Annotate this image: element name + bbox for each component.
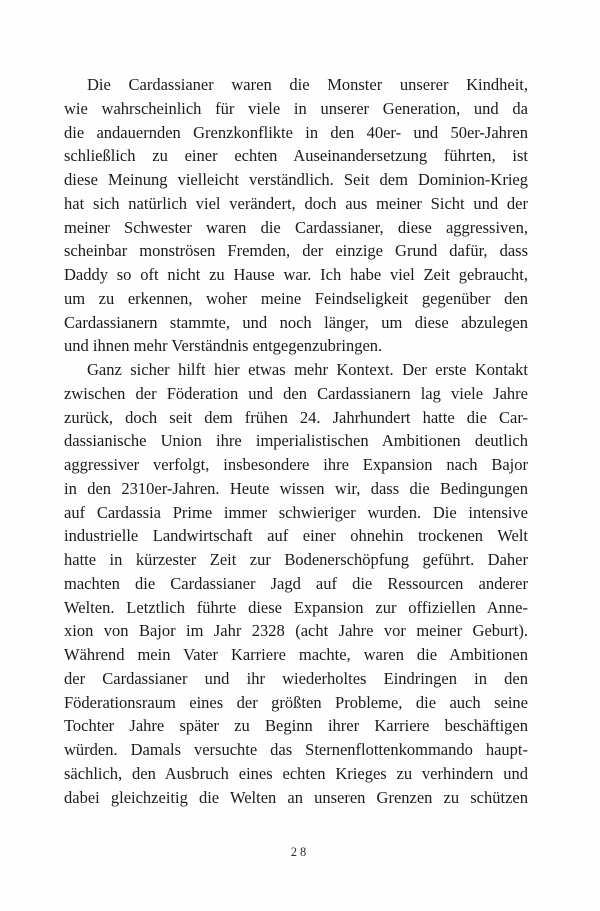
text-line: auf Cardassia Prime immer schwieriger wurden. Die intensive: [64, 502, 528, 522]
body-text: [64, 73, 528, 809]
text-line: um zu erkennen, woher meine Feindseligkeit gegenüber den: [64, 288, 528, 308]
text-line: diese Meinung vielleicht verständlich. Seit dem Dominion-Krieg: [64, 170, 528, 189]
text-line: Welten. Letztlich führte diese Expansion zur offiziellen Anne-: [64, 597, 528, 617]
text-line: zwischen der Föderation und den Cardassianern lag viele Jahre: [64, 383, 528, 403]
text-line: aggressiver verfolgt, insbesondere ihre Expansion nach Bajor: [64, 455, 528, 474]
text-line: wie wahrscheinlich für viele in unserer Generation, und da: [64, 98, 528, 118]
text-line: xion von Bajor im Jahr 2328 (acht Jahre vor meiner Geburt).: [64, 621, 528, 641]
page-number: 28: [290, 845, 310, 859]
text-line: der Cardassianer und ihr wiederholtes Eindringen in den: [64, 668, 528, 688]
text-line: die andauernden Grenzkonflikte in den 40er- und 50er-Jahren: [64, 122, 528, 142]
text-line: Ganz sicher hilft hier etwas mehr Kontext. Der erste Kontakt: [87, 360, 528, 379]
text-line: Daddy so oft nicht zu Hause war. Ich habe viel Zeit gebraucht,: [64, 265, 528, 284]
text-line: hat sich natürlich viel verändert, doch aus meiner Sicht und der: [64, 193, 528, 213]
text-line: Die Cardassianer waren die Monster unserer Kindheit,: [87, 75, 528, 94]
text-line: Föderationsraum eines der größten Probleme, die auch seine: [64, 692, 528, 712]
text-line: zurück, doch seit dem frühen 24. Jahrhundert hatte die Car-: [64, 407, 528, 427]
text-line: hatte in kürzester Zeit zur Bodenerschöpfung geführt. Daher: [64, 550, 528, 569]
text-line: Tochter Jahre später zu Beginn ihrer Karriere beschäftigen: [64, 716, 528, 736]
text-line: industrielle Landwirtschaft auf einer ohnehin trockenen Welt: [64, 526, 528, 546]
text-line: und ihnen mehr Verständnis entgegenzubringen.: [64, 336, 383, 356]
text-line: machten die Cardassianer Jagd auf die Ressourcen anderer: [64, 573, 528, 593]
text-line: scheinbar monströsen Fremden, der einzige Grund dafür, dass: [64, 241, 528, 261]
text-line: Während mein Vater Karriere machte, waren die Ambitionen: [64, 645, 528, 664]
text-line: dassianische Union ihre imperialistischen Ambitionen deutlich: [64, 431, 528, 451]
text-line: meiner Schwester waren die Cardassianer, diese aggressiven,: [64, 217, 528, 237]
text-line: Cardassianern stammte, und noch länger, um diese abzulegen: [64, 312, 528, 332]
text-line: sächlich, den Ausbruch eines echten Krieges zu verhindern und: [64, 763, 528, 783]
text-line: würden. Damals versuchte das Sternenflottenkommando haupt-: [64, 740, 528, 759]
text-line: schließlich zu einer echten Auseinandersetzung führten, ist: [64, 146, 528, 166]
paragraph: [64, 358, 528, 809]
paragraph: [64, 73, 528, 358]
text-line: in den 2310er-Jahren. Heute wissen wir, dass die Bedingungen: [64, 478, 528, 498]
text-line: dabei gleichzeitig die Welten an unseren Grenzen zu schützen: [64, 787, 528, 807]
